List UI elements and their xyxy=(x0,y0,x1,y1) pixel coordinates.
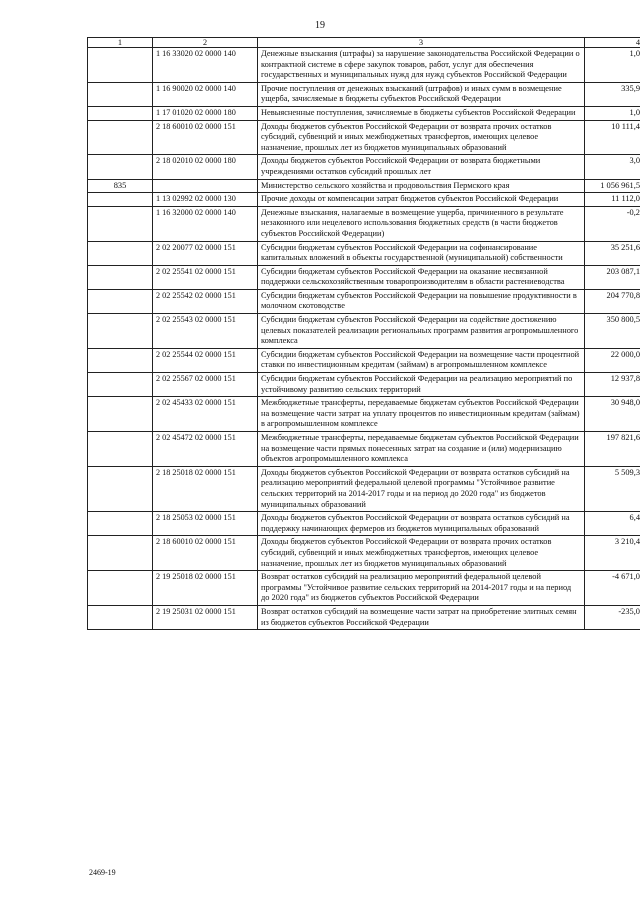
table-row xyxy=(88,432,640,467)
table-row xyxy=(88,106,640,120)
budget-code-cell: 2 18 60010 02 0000 151 xyxy=(153,120,258,155)
budget-code-cell: 1 13 02992 02 0000 130 xyxy=(153,193,258,207)
admin-code-cell xyxy=(88,106,153,120)
income-name-cell: Субсидии бюджетам субъектов Российской Федерации на оказание несвязанной поддержки сельскохозяйственным товаропроизводителям в области растениеводства xyxy=(258,265,585,289)
amount-cell: 22 000,0 xyxy=(585,348,640,372)
income-name-cell: Доходы бюджетов субъектов Российской Федерации от возврата прочих остатков субсидий, субвенций и иных межбюджетных трансфертов, имеющих целевое назначение, прошлых лет из бюджетов муниципальных образований xyxy=(258,536,585,571)
table-row xyxy=(88,206,640,241)
budget-code-cell: 1 17 01020 02 0000 180 xyxy=(153,106,258,120)
table-row xyxy=(88,193,640,207)
income-name-cell: Межбюджетные трансферты, передаваемые бюджетам субъектов Российской Федерации на возмещение части затрат на уплату процентов по инвестиционным кредитам (займам) в агропромышленном комплексе xyxy=(258,397,585,432)
income-name-cell: Субсидии бюджетам субъектов Российской Федерации на повышение продуктивности в молочном скотоводстве xyxy=(258,289,585,313)
amount-cell: -0,2 xyxy=(585,206,640,241)
admin-code-cell xyxy=(88,120,153,155)
budget-code-cell: 2 02 25567 02 0000 151 xyxy=(153,373,258,397)
table-row xyxy=(88,48,640,83)
income-name-cell: Субсидии бюджетам субъектов Российской Федерации на реализацию мероприятий по устойчивому развитию сельских территорий xyxy=(258,373,585,397)
table-row xyxy=(88,466,640,511)
admin-code-cell: 835 xyxy=(88,179,153,193)
admin-code-cell xyxy=(88,432,153,467)
table-row xyxy=(88,241,640,265)
budget-code-cell: 2 02 45433 02 0000 151 xyxy=(153,397,258,432)
table-row xyxy=(88,120,640,155)
income-name-cell: Межбюджетные трансферты, передаваемые бюджетам субъектов Российской Федерации на возмещение части прямых понесенных затрат на создание и (или) модернизацию объектов агропромышленного комплекса xyxy=(258,432,585,467)
income-name-cell: Денежные взыскания, налагаемые в возмещение ущерба, причиненного в результате незаконного или нецелевого использования бюджетных средств (в части бюджетов субъектов Российской Федерации) xyxy=(258,206,585,241)
budget-code-cell: 1 16 90020 02 0000 140 xyxy=(153,82,258,106)
budget-code-cell: 1 16 32000 02 0000 140 xyxy=(153,206,258,241)
budget-code-cell xyxy=(153,179,258,193)
admin-code-cell xyxy=(88,605,153,629)
budget-code-cell: 1 16 33020 02 0000 140 xyxy=(153,48,258,83)
table-row xyxy=(88,155,640,179)
amount-cell: 350 800,5 xyxy=(585,314,640,349)
budget-code-cell: 2 18 25018 02 0000 151 xyxy=(153,466,258,511)
budget-code-cell: 2 02 25543 02 0000 151 xyxy=(153,314,258,349)
table-row xyxy=(88,512,640,536)
amount-cell: 3 210,4 xyxy=(585,536,640,571)
budget-code-cell: 2 02 45472 02 0000 151 xyxy=(153,432,258,467)
amount-cell: -235,0 xyxy=(585,605,640,629)
amount-cell: 12 937,8 xyxy=(585,373,640,397)
admin-code-cell xyxy=(88,265,153,289)
table-row xyxy=(88,571,640,606)
income-name-cell: Доходы бюджетов субъектов Российской Федерации от возврата прочих остатков субсидий, субвенций и иных межбюджетных трансфертов, имеющих целевое назначение, прошлых лет из бюджетов муниципальных образований xyxy=(258,120,585,155)
budget-code-cell: 2 19 25031 02 0000 151 xyxy=(153,605,258,629)
amount-cell: 11 112,0 xyxy=(585,193,640,207)
amount-cell: 1 056 961,5 xyxy=(585,179,640,193)
admin-code-cell xyxy=(88,206,153,241)
amount-cell: 204 770,8 xyxy=(585,289,640,313)
revenue-table xyxy=(87,37,640,630)
amount-cell: 3,0 xyxy=(585,155,640,179)
income-name-cell: Прочие доходы от компенсации затрат бюджетов субъектов Российской Федерации xyxy=(258,193,585,207)
table-row xyxy=(88,289,640,313)
table-row xyxy=(88,605,640,629)
budget-code-cell: 2 02 25541 02 0000 151 xyxy=(153,265,258,289)
budget-code-cell: 2 18 02010 02 0000 180 xyxy=(153,155,258,179)
budget-code-cell: 2 19 25018 02 0000 151 xyxy=(153,571,258,606)
admin-code-cell xyxy=(88,193,153,207)
table-row xyxy=(88,397,640,432)
column-header-4: 4 xyxy=(585,38,640,48)
amount-cell: 6,4 xyxy=(585,512,640,536)
admin-code-cell xyxy=(88,314,153,349)
amount-cell: 1,0 xyxy=(585,106,640,120)
admin-code-cell xyxy=(88,536,153,571)
admin-code-cell xyxy=(88,373,153,397)
income-name-cell: Возврат остатков субсидий на реализацию мероприятий федеральной целевой программы "Устойчивое развитие сельских территорий на 2014-2017 годы и на период до 2020 года" из бюджетов субъектов Российской Федерации xyxy=(258,571,585,606)
admin-code-cell xyxy=(88,466,153,511)
budget-code-cell: 2 02 20077 02 0000 151 xyxy=(153,241,258,265)
amount-cell: 35 251,6 xyxy=(585,241,640,265)
budget-code-cell: 2 18 25053 02 0000 151 xyxy=(153,512,258,536)
income-name-cell: Министерство сельского хозяйства и продовольствия Пермского края xyxy=(258,179,585,193)
table-row xyxy=(88,373,640,397)
income-name-cell: Возврат остатков субсидий на возмещение части затрат на приобретение элитных семян из бюджетов субъектов Российской Федерации xyxy=(258,605,585,629)
admin-code-cell xyxy=(88,512,153,536)
admin-code-cell xyxy=(88,571,153,606)
amount-cell: 30 948,0 xyxy=(585,397,640,432)
amount-cell: 1,0 xyxy=(585,48,640,83)
income-name-cell: Прочие поступления от денежных взысканий (штрафов) и иных сумм в возмещение ущерба, зачисляемые в бюджеты субъектов Российской Федерации xyxy=(258,82,585,106)
admin-code-cell xyxy=(88,48,153,83)
income-name-cell: Доходы бюджетов субъектов Российской Федерации от возврата остатков субсидий на поддержку начинающих фермеров из бюджетов муниципальных образований xyxy=(258,512,585,536)
amount-cell: 335,9 xyxy=(585,82,640,106)
page-number: 19 xyxy=(315,20,325,31)
table-row xyxy=(88,265,640,289)
admin-code-cell xyxy=(88,397,153,432)
table-body xyxy=(88,48,640,630)
amount-cell: 197 821,6 xyxy=(585,432,640,467)
income-name-cell: Денежные взыскания (штрафы) за нарушение законодательства Российской Федерации о контрактной системе в сфере закупок товаров, работ, услуг для обеспечения государственных и муниципальных нужд для нужд субъектов Российской Федерации xyxy=(258,48,585,83)
admin-code-cell xyxy=(88,289,153,313)
income-name-cell: Субсидии бюджетам субъектов Российской Федерации на возмещение части процентной ставки по инвестиционным кредитам (займам) в агропромышленном комплексе xyxy=(258,348,585,372)
table-row xyxy=(88,348,640,372)
amount-cell: 5 509,3 xyxy=(585,466,640,511)
budget-code-cell: 2 02 25544 02 0000 151 xyxy=(153,348,258,372)
document-footer-code: 2469-19 xyxy=(89,868,116,877)
budget-code-cell: 2 18 60010 02 0000 151 xyxy=(153,536,258,571)
amount-cell: -4 671,0 xyxy=(585,571,640,606)
table-row xyxy=(88,82,640,106)
income-name-cell: Доходы бюджетов субъектов Российской Федерации от возврата бюджетными учреждениями остатков субсидий прошлых лет xyxy=(258,155,585,179)
admin-code-cell xyxy=(88,241,153,265)
income-name-cell: Доходы бюджетов субъектов Российской Федерации от возврата остатков субсидий на реализацию мероприятий федеральной целевой программы "Устойчивое развитие сельских территорий на 2014-2017 годы и на период до 2020 года" из бюджетов муниципальных образований xyxy=(258,466,585,511)
table-row xyxy=(88,179,640,193)
admin-code-cell xyxy=(88,155,153,179)
amount-cell: 203 087,1 xyxy=(585,265,640,289)
admin-code-cell xyxy=(88,348,153,372)
column-header-2: 2 xyxy=(153,38,258,48)
income-name-cell: Невыясненные поступления, зачисляемые в бюджеты субъектов Российской Федерации xyxy=(258,106,585,120)
income-name-cell: Субсидии бюджетам субъектов Российской Федерации на софинансирование капитальных вложений в объекты государственной (муниципальной) собственности xyxy=(258,241,585,265)
column-header-3: 3 xyxy=(258,38,585,48)
admin-code-cell xyxy=(88,82,153,106)
table-row xyxy=(88,536,640,571)
budget-code-cell: 2 02 25542 02 0000 151 xyxy=(153,289,258,313)
table-row xyxy=(88,314,640,349)
table-header-row xyxy=(88,38,640,48)
amount-cell: 10 111,4 xyxy=(585,120,640,155)
income-name-cell: Субсидии бюджетам субъектов Российской Федерации на содействие достижению целевых показателей реализации региональных программ развития агропромышленного комплекса xyxy=(258,314,585,349)
column-header-1: 1 xyxy=(88,38,153,48)
